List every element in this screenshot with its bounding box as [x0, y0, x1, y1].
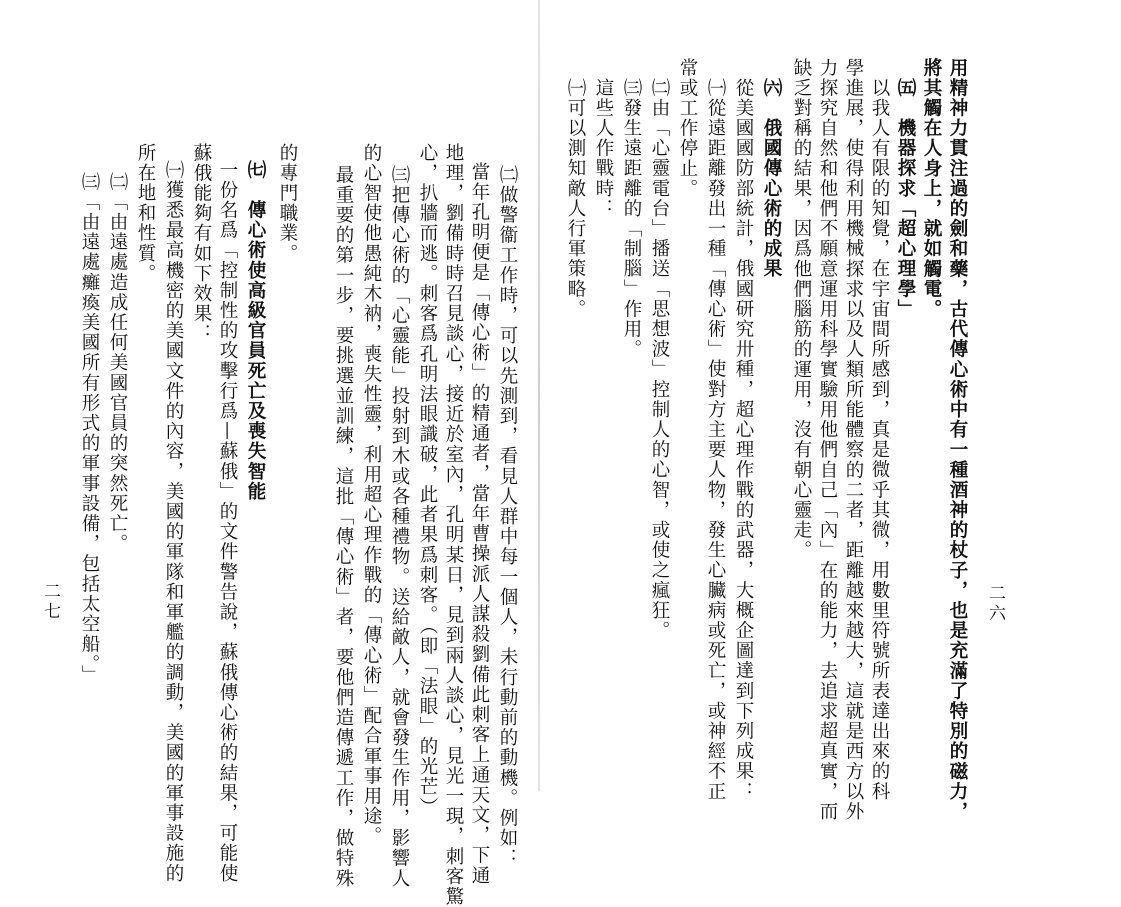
text-line: ㈢把傳心術的「心靈能」投射到木或各種禮物。送給敵人，就會發生作用，影響人 — [389, 165, 410, 889]
text-line: 所在地和性質。 — [135, 143, 156, 284]
page-number-left: 二七 — [40, 582, 60, 622]
text-line: 最重要的第一步，要挑選並訓練，這批「傳心術」者，要他們造傳遞工作，做特殊 — [333, 165, 354, 889]
text-line: ㈢「由遠處癱瘓美國所有形式的軍事設備，包括太空船。」 — [79, 172, 100, 686]
text-line: 心，扒牆而逃。刺客爲孔明法眼識破，此者果爲刺客。（即「法眼」的光芒） — [417, 143, 438, 818]
text-line: 一份名爲「控制性的攻擊行爲—蘇俄」的文件警告說，蘇俄傳心術的結果，可能使 — [217, 160, 238, 884]
text-line: 力探究自然和他們不願意運用科學實驗用他們自己「內」在的能力，去追求超真實，而 — [817, 58, 838, 822]
text-line: ㈡做警衞工作時，可以先測到，看見人群中每一個人，未行動前的動機。例如： — [497, 165, 518, 869]
text-line: ㈢發生遠距離的「制腦」作用。 — [621, 78, 642, 360]
text-line: 地理，劉備時時召見談心，接近於室內，孔明某日，見到兩人談心，見光一現，刺客驚 — [443, 143, 464, 907]
text-line: 這些人作戰時： — [593, 78, 614, 219]
section-heading: ㈤ 機器探求「超心理學」 — [895, 78, 916, 320]
text-line: ㈠獲悉最高機密的美國文件的內容，美國的軍隊和軍艦的調動，美國的軍事設施的 — [163, 160, 184, 884]
text-line: 從美國國防部統計，俄國研究卅種，超心理作戰的武器，大概企圖達到下列成果： — [733, 78, 754, 802]
text-line: ㈡「由遠處造成任何美國官員的突然死亡。 — [107, 172, 128, 554]
section-heading: ㈦ 傳心術使高級官員死亡及喪失智能 — [245, 160, 266, 502]
text-line: 當年孔明便是「傳心術」的精通者，當年曹操派人謀殺劉備此刺客上通天文，下通 — [469, 162, 490, 886]
text-line: ㈠可以測知敵人行軍策略。 — [565, 78, 586, 320]
section-heading: ㈥ 俄國傳心術的成果 — [761, 78, 782, 279]
text-line: 將其觸在人身上，就如觸電。 — [921, 58, 942, 320]
text-line: 缺乏對稱的結果，因爲他們腦筋的運用，沒有朝心靈走。 — [791, 58, 812, 561]
page-number-right: 二六 — [985, 584, 1005, 624]
text-line: 的專門職業。 — [277, 143, 298, 264]
text-line: 常或工作停止。 — [677, 58, 698, 199]
text-line: 以我人有限的知覺，在宇宙間所感到，真是微乎其微，用數里符號所表達出來的科 — [869, 78, 890, 802]
text-line: ㈡由「心靈電台」播送「思想波」控制人的心智，或使之瘋狂。 — [649, 78, 670, 641]
text-line: 學進展，使得利用機械探求以及人類所能體察的二者，距離越來越大，這就是西方以外 — [843, 58, 864, 822]
text-line: 蘇俄能夠有如下效果： — [191, 143, 212, 344]
page-gutter — [538, 0, 540, 791]
text-line: 的心智使他愚純木衲，喪失性靈，利用超心理作戰的「傳心術」配合軍事用途。 — [361, 143, 382, 847]
text-line: ㈠從遠距離發出一種「傳心術」使對方主要人物，發生心臟病或死亡，或神經不正 — [705, 78, 726, 802]
text-line: 用精神力貫注過的劍和藥，古代傳心術中有一種酒神的杖子，也是充滿了特別的磁力， — [947, 58, 968, 822]
